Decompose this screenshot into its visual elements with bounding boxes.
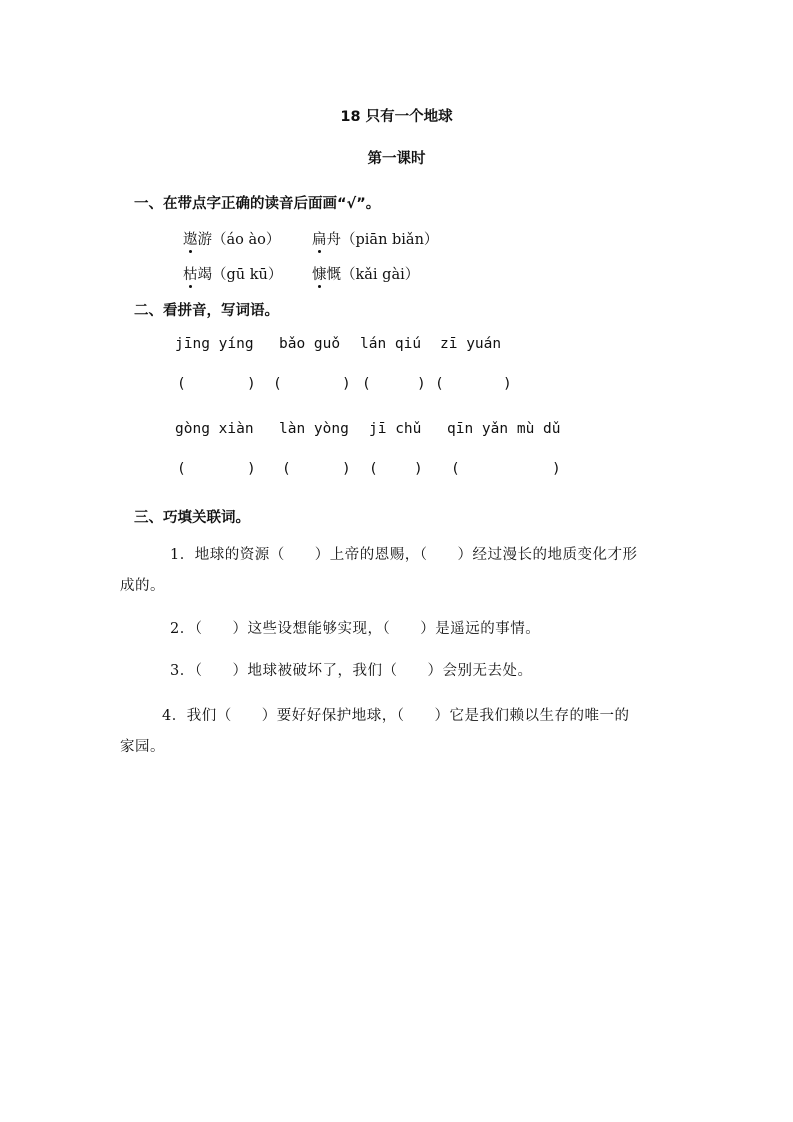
question-1-line-2: 成的。 — [120, 578, 165, 594]
pinyin-word: qīn yǎn mù dǔ — [447, 421, 561, 437]
section-2-heading: 二、看拼音，写词语。 — [134, 303, 279, 319]
pinyin-word: jīng yíng — [175, 336, 254, 352]
answer-blank-open[interactable]: ( — [177, 376, 186, 392]
word-rest: 慨 — [326, 267, 341, 283]
answer-blank-close: ) — [247, 461, 256, 477]
answer-blank-open[interactable]: ( — [362, 376, 371, 392]
pronunciation-item-1 — [183, 228, 280, 249]
pinyin-word: jī chǔ — [369, 421, 422, 437]
lesson-title: 18 只有一个地球 — [340, 109, 453, 125]
pinyin-options: （kǎi gài） — [341, 267, 420, 283]
dotted-character: 慷 — [312, 263, 327, 284]
answer-blank-close: ) — [503, 376, 512, 392]
section-1-heading: 一、在带点字正确的读音后面画“√”。 — [134, 196, 381, 212]
pronunciation-item-3 — [183, 263, 282, 284]
pronunciation-item-2 — [312, 228, 438, 249]
answer-blank-open[interactable]: ( — [177, 461, 186, 477]
dotted-character: 遨 — [183, 228, 198, 249]
answer-blank-open[interactable]: ( — [451, 461, 460, 477]
question-3: 3．（ ）地球被破坏了，我们（ ）会别无去处。 — [170, 663, 533, 679]
section-3-heading: 三、巧填关联词。 — [134, 510, 250, 526]
pinyin-options: （gū kū） — [212, 267, 283, 283]
answer-blank-close: ) — [414, 461, 423, 477]
answer-blank-close: ) — [552, 461, 561, 477]
answer-blank-close: ) — [342, 376, 351, 392]
pinyin-options: （áo ào） — [212, 232, 281, 248]
word-rest: 竭 — [197, 267, 212, 283]
dotted-character: 枯 — [183, 263, 198, 284]
answer-blank-open[interactable]: ( — [369, 461, 378, 477]
pinyin-word: lán qiú — [360, 336, 422, 352]
word-rest: 舟 — [326, 232, 341, 248]
answer-blank-open[interactable]: ( — [435, 376, 444, 392]
answer-blank-open[interactable]: ( — [282, 461, 291, 477]
question-2: 2．（ ）这些设想能够实现，（ ）是遥远的事情。 — [170, 621, 541, 637]
pinyin-word: bǎo guǒ — [279, 336, 341, 352]
question-1-line-1: 1．地球的资源（ ）上帝的恩赐，（ ）经过漫长的地质变化才形 — [170, 547, 638, 563]
answer-blank-open[interactable]: ( — [273, 376, 282, 392]
lesson-subtitle: 第一课时 — [367, 151, 426, 167]
pinyin-options: （piān biǎn） — [341, 232, 439, 248]
pronunciation-item-4 — [312, 263, 419, 284]
word-rest: 游 — [197, 232, 212, 248]
answer-blank-close: ) — [417, 376, 426, 392]
pinyin-word: làn yòng — [279, 421, 349, 437]
answer-blank-close: ) — [342, 461, 351, 477]
question-4-line-1: 4．我们（ ）要好好保护地球，（ ）它是我们赖以生存的唯一的 — [162, 708, 630, 724]
pinyin-word: zī yuán — [440, 336, 502, 352]
dotted-character: 扁 — [312, 228, 327, 249]
answer-blank-close: ) — [247, 376, 256, 392]
question-4-line-2: 家园。 — [120, 739, 165, 755]
pinyin-word: gòng xiàn — [175, 421, 254, 437]
